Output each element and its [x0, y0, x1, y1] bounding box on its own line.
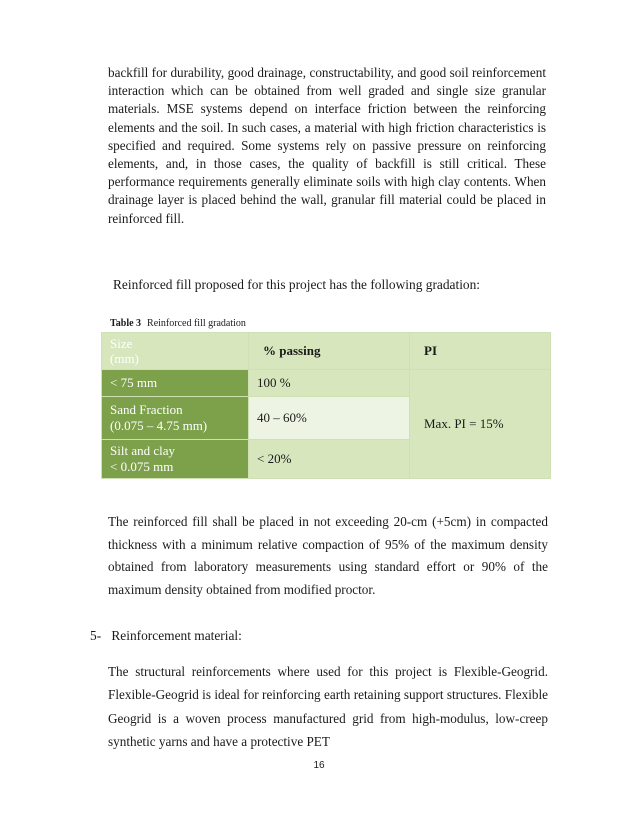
cell-passing: 100 % [249, 370, 410, 397]
section-heading [90, 628, 242, 644]
section-number: 5- [90, 628, 102, 643]
table-caption-label: Table 3 [110, 318, 142, 329]
header-pi: PI [410, 333, 551, 370]
cell-pi: Max. PI = 15% [410, 370, 551, 479]
intro-paragraph: backfill for durability, good drainage, constructability, and good soil reinforcement interaction which can be obtained from well graded and single size granular materials. MSE systems depend on interface friction between the reinforcing elements and the soil. In such cases, a material with high friction characteristics is specified and required. Some systems rely on passive pressure on reinforcing elements, and, in those cases, the quality of backfill is still critical. These performance requirements generally eliminate soils with high clay contents. When drainage layer is placed behind the wall, granular fill material could be placed in reinforced fill. [108, 65, 546, 226]
header-size-line2: (mm) [110, 351, 139, 366]
compaction-paragraph: The reinforced fill shall be placed in not exceeding 20-cm (+5cm) in compacted thickness with a minimum relative compaction of 95% of the maximum density obtained from laboratory measurements using standard effort or 90% of the maximum density obtained from modified proctor. [108, 514, 548, 597]
cell-size-line1: Silt and clay [110, 443, 175, 458]
cell-size-line1: < 75 mm [110, 375, 158, 390]
cell-size-line2: < 0.075 mm [110, 459, 174, 474]
section-title: Reinforcement material: [111, 628, 242, 643]
header-size [102, 333, 249, 370]
cell-size-line1: Sand Fraction [110, 402, 183, 417]
table-caption [110, 318, 246, 330]
page-number: 16 [313, 760, 325, 771]
table-caption-text: Reinforced fill gradation [147, 318, 246, 329]
cell-size-line2: (0.075 – 4.75 mm) [110, 418, 208, 433]
header-size-line1: Size [110, 336, 133, 351]
cell-size [102, 370, 249, 397]
cell-size [102, 440, 249, 479]
header-passing: % passing [249, 333, 410, 370]
reinforcement-paragraph: The structural reinforcements where used for this project is Flexible-Geogrid. Flexible-Geogrid is ideal for reinforcing earth retaining support structures. Flexible Geogrid is a woven process manufactured grid from high-modulus, low-creep synthetic yarns and have a protective PET [108, 664, 548, 750]
table-header-row [102, 333, 551, 370]
gradation-intro: Reinforced fill proposed for this project has the following gradation: [113, 277, 481, 292]
cell-passing: 40 – 60% [249, 397, 410, 440]
table-row [102, 370, 551, 397]
cell-passing: < 20% [249, 440, 410, 479]
cell-size [102, 397, 249, 440]
gradation-table [101, 332, 551, 479]
